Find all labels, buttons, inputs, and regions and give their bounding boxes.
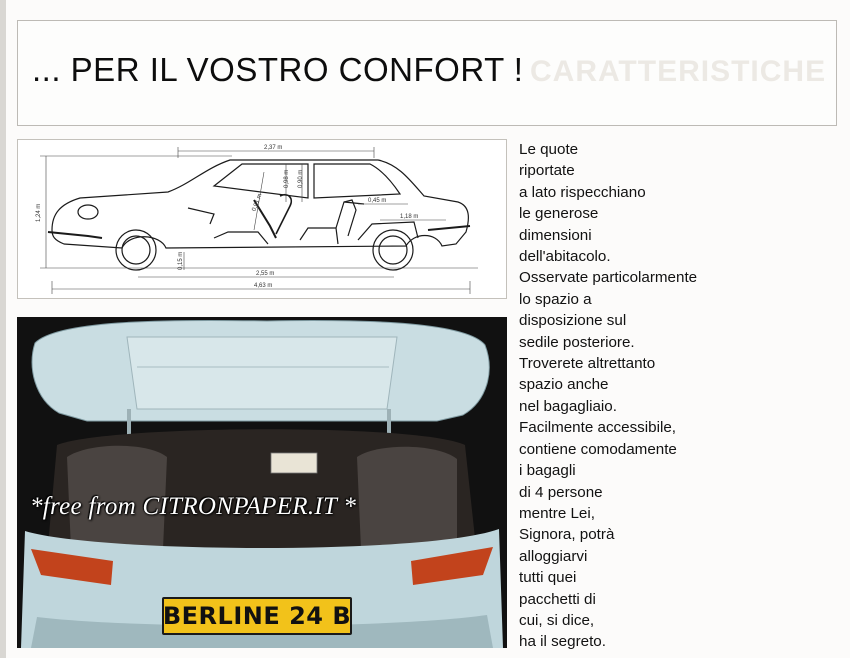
body-line: le generose bbox=[519, 205, 599, 223]
header-box bbox=[17, 20, 837, 126]
body-line: Facilmente accessibile, bbox=[519, 419, 676, 437]
body-line: ha il segreto. bbox=[519, 633, 606, 651]
body-line: Troverete altrettanto bbox=[519, 355, 656, 373]
dimension-diagram bbox=[17, 139, 507, 299]
body-line: i bagagli bbox=[519, 462, 576, 480]
body-line: a lato rispecchiano bbox=[519, 183, 646, 201]
dim-overall-length: 4,63 m bbox=[254, 283, 273, 289]
dim-rear-headroom: 0,90 m bbox=[298, 169, 304, 188]
dim-overall-height: 1,24 m bbox=[36, 203, 42, 222]
dim-ground-clearance: 0,15 m bbox=[178, 251, 184, 270]
page-edge-shadow bbox=[0, 0, 6, 658]
car-side-profile-drawing bbox=[18, 140, 508, 300]
body-line: cui, si dice, bbox=[519, 611, 595, 629]
bleed-through-text: CARATTERISTICHE bbox=[530, 55, 827, 88]
body-line: Osservate particolarmente bbox=[519, 269, 698, 287]
body-line: Signora, potrà bbox=[519, 526, 615, 544]
dim-front-headroom: 0,98 m bbox=[284, 169, 290, 188]
dim-rear-seat-depth: 0,45 m bbox=[368, 198, 387, 204]
body-line: riportate bbox=[519, 162, 575, 180]
page-title: ... PER IL VOSTRO CONFORT ! bbox=[32, 51, 524, 88]
body-line: pacchetti di bbox=[519, 590, 596, 608]
body-line: Le quote bbox=[519, 141, 579, 158]
dim-trunk-length: 1,18 m bbox=[400, 214, 419, 220]
body-line: sedile posteriore. bbox=[519, 333, 635, 351]
body-line: contiene comodamente bbox=[519, 440, 677, 458]
body-line: dimensioni bbox=[519, 226, 592, 244]
dim-seat-to-roof: 0,91 m bbox=[251, 192, 264, 213]
dim-wheelbase: 2,55 m bbox=[256, 271, 275, 277]
watermark-text: *free from CITRONPAPER.IT * bbox=[30, 493, 357, 520]
body-paragraph bbox=[519, 139, 734, 653]
body-line: mentre Lei, bbox=[519, 504, 595, 522]
body-line: dell'abitacolo. bbox=[519, 248, 611, 266]
body-line: nel bagagliaio. bbox=[519, 397, 617, 415]
body-line: lo spazio a bbox=[519, 290, 592, 308]
dim-roof-length: 2,37 m bbox=[264, 145, 283, 151]
body-line: spazio anche bbox=[519, 376, 609, 394]
body-line: disposizione sul bbox=[519, 312, 627, 330]
license-plate: BERLINE 24 B bbox=[162, 597, 352, 635]
body-line: alloggiarvi bbox=[519, 547, 588, 565]
body-line: tutti quei bbox=[519, 569, 577, 587]
body-line: di 4 persone bbox=[519, 483, 603, 501]
